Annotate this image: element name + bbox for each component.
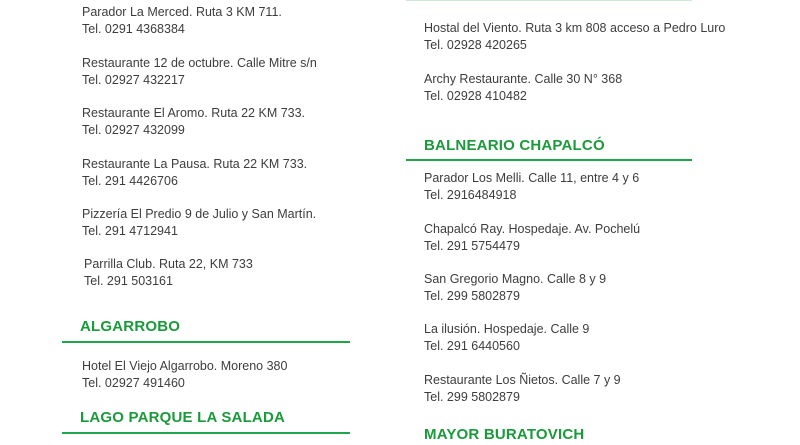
section-divider xyxy=(62,432,350,434)
listing-phone: Tel. 291 503161 xyxy=(84,274,173,288)
listing-name: Restaurante El Aromo. Ruta 22 KM 733. xyxy=(82,106,306,120)
section-heading-mayor-buratovich: MAYOR BURATOVICH xyxy=(424,426,585,443)
listing-phone: Tel. 02928 420265 xyxy=(424,38,527,52)
listing-name: Pizzería El Predio 9 de Julio y San Martín. xyxy=(82,207,317,221)
listing-entry xyxy=(84,256,253,290)
section-divider xyxy=(62,341,350,343)
listing-entry xyxy=(424,372,621,406)
listing-name: Parrilla Club. Ruta 22, KM 733 xyxy=(84,257,253,271)
listing-phone: Tel. 02927 432099 xyxy=(82,123,185,137)
listing-name: Hostal del Viento. Ruta 3 km 808 acceso a Pedro Luro xyxy=(424,21,726,35)
listing-entry xyxy=(82,358,287,392)
section-heading-lago-parque-la-salada: LAGO PARQUE LA SALADA xyxy=(80,409,286,426)
listing-entry xyxy=(82,55,317,89)
listing-name: Restaurante La Pausa. Ruta 22 KM 733. xyxy=(82,157,308,171)
listing-phone: Tel. 291 5754479 xyxy=(424,239,520,253)
listing-name: Parador La Merced. Ruta 3 KM 711. xyxy=(82,5,282,19)
listing-entry xyxy=(424,221,640,255)
section-divider xyxy=(406,159,692,161)
listing-entry xyxy=(424,271,606,305)
listing-entry xyxy=(424,170,639,204)
listing-phone: Tel. 299 5802879 xyxy=(424,390,520,404)
listing-entry xyxy=(424,20,725,54)
listing-name: Parador Los Melli. Calle 11, entre 4 y 6 xyxy=(424,171,640,185)
listing-phone: Tel. 299 5802879 xyxy=(424,289,520,303)
listing-name: San Gregorio Magno. Calle 8 y 9 xyxy=(424,272,607,286)
listing-entry xyxy=(82,156,307,190)
listing-phone: Tel. 291 4426706 xyxy=(82,174,178,188)
listing-phone: Tel. 2916484918 xyxy=(424,188,517,202)
listing-phone: Tel. 02927 432217 xyxy=(82,73,185,87)
listing-name: Restaurante Los Ñietos. Calle 7 y 9 xyxy=(424,373,621,387)
listing-name: Restaurante 12 de octubre. Calle Mitre s/n xyxy=(82,56,317,70)
listing-entry xyxy=(82,105,305,139)
listing-phone: Tel. 0291 4368384 xyxy=(82,22,185,36)
section-heading-balneario-chapalco: BALNEARIO CHAPALCÓ xyxy=(424,137,605,154)
listing-phone: Tel. 02928 410482 xyxy=(424,89,527,103)
listing-name: La ilusión. Hospedaje. Calle 9 xyxy=(424,322,590,336)
listing-entry xyxy=(424,321,589,355)
section-divider xyxy=(406,0,692,1)
listing-phone: Tel. 291 4712941 xyxy=(82,224,178,238)
listing-name: Hotel El Viejo Algarrobo. Moreno 380 xyxy=(82,359,288,373)
listing-name: Chapalcó Ray. Hospedaje. Av. Pochelú xyxy=(424,222,641,236)
listing-name: Archy Restaurante. Calle 30 N° 368 xyxy=(424,72,623,86)
listing-entry xyxy=(82,4,282,38)
listing-entry xyxy=(424,71,622,105)
section-heading-algarrobo: ALGARROBO xyxy=(80,318,181,335)
listing-entry xyxy=(82,206,316,240)
listing-phone: Tel. 02927 491460 xyxy=(82,376,185,390)
listing-phone: Tel. 291 6440560 xyxy=(424,339,520,353)
